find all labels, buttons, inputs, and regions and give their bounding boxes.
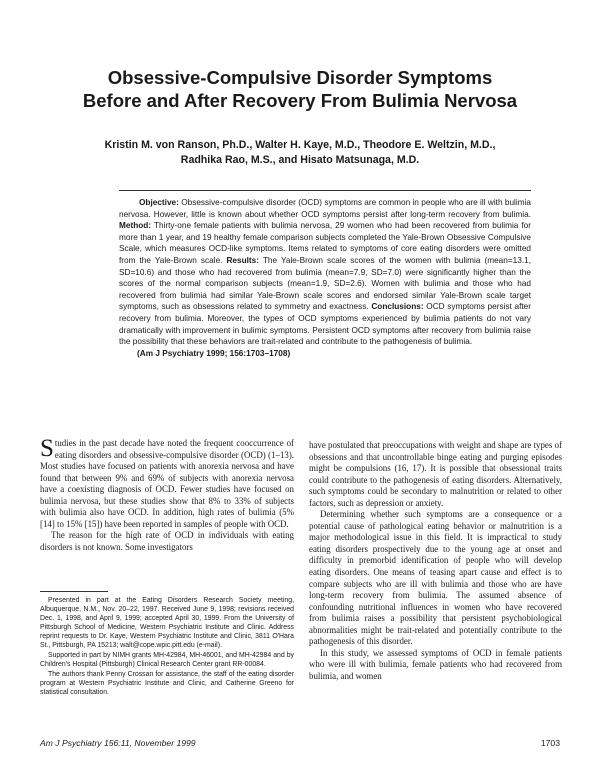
title-line-2: Before and After Recovery From Bulimia Nervosa [82,90,518,111]
method-text: Thirty-one female patients with bulimia nervosa, 29 women who had been recovered from bulimia for more than 1 year, and 19 healthy female comparison subjects completed the Yale-Brown Obsessive Compulsive Scale, which measures OCD-like symptoms. Items related to symptoms of core eating disorders were omitted from the Yale-Brown scale. [119,221,531,265]
right-paragraph-2: Determining whether such symptoms are a consequence or a potential cause of pathological eating behavior or malnutrition is a major methodological issue in this field. It is impractical to study eating disorders prospectively due to the young age at onset and difficulty in premorbid identification of people who will develop eating disorders. One means of teasing apart cause and effect is to compare subjects who are ill with bulimia and those who are have long-term recovery from bulimia. The assumed absence of confounding nutritional influences in women who have recovered from bulimia raises a possibility that persistent psychobiological abnormalities might be trait-related and potentially contribute to the pathogenesis of this disorder. [309,509,562,647]
body-column-left [40,435,294,553]
footnote-presented: Presented in part at the Eating Disorders Research Society meeting, Albuquerque, N.M., Nov. 20–22, 1997. Received June 9, 1998; revisions received Dec. 1, 1998, and April 9, 1999; accepted April 30, 1999. From the University of Pittsburgh School of Medicine, Western Psychiatric Institute and Clinic. Address reprint requests to Dr. Kaye, Western Psychiatric Institute and Clinic, 3811 O'Hara St., Pittsburgh, PA 15213; walt@cope.wpic.pitt.edu (e-mail). [40,597,294,649]
abstract-text [119,197,531,348]
body-paragraph [40,435,294,530]
left-paragraph-2: The reason for the high rate of OCD in individuals with eating disorders is not known. Some investigators [40,530,294,552]
footer-journal-info: Am J Psychiatry 156:11, November 1999 [40,738,196,748]
abstract-citation: (Am J Psychiatry 1999; 156:1703–1708) [137,348,291,358]
objective-text: Obsessive-compulsive disorder (OCD) symptoms are common in people who are ill with bulimia nervosa. However, little is known about whether OCD symptoms persist after long-term recovery from bulimia. [119,198,531,219]
authors-line-2: Radhika Rao, M.S., and Hisato Matsunaga, M.D. [180,153,420,166]
left-paragraph-1: tudies in the past decade have noted the frequent cooccurrence of eating disorders and obsessive-compulsive disorder (OCD) (1–13). Most studies have focused on patients with anorexia nervosa and have found that between 9% and 69% of subjects with anorexia nervosa have a coexisting diagnosis of OCD. Fewer studies have focused on bulimia nervosa, but these studies show that 8% to 33% of subjects with bulimia also have OCD. In addition, high rates of bulimia (5% [14] to 15% [15]) have been reported in samples of people with OCD. [40,438,294,529]
body-column-right [309,440,562,682]
article-title [40,66,560,112]
author-list [40,138,560,167]
footnote-support: Supported in part by NIMH grants MH-42984, MH-46001, and MH-42984 and by Children's Hospital (Pittsburgh) Clinical Research Center grant RR-00084. [40,652,294,668]
title-line-1: Obsessive-Compulsive Disorder Symptoms [107,67,493,88]
page-number: 1703 [540,738,560,748]
results-text: The Yale-Brown scale scores of the women with bulimia (mean=13.1, SD=10.6) and those who had recovered from bulimia (mean=7.9, SD=7.0) were significantly higher than the scores of the normal comparison subjects (mean=1.9, SD=2.6). Women with bulimia and those who had recovered from bulimia had similar Yale-Brown scale scores and endorsed similar Yale-Brown scale target symptoms, such as obsessions related to symmetry and exactness. [119,255,531,312]
drop-cap: S [40,435,54,462]
authors-line-1: Kristin M. von Ranson, Ph.D., Walter H. Kaye, M.D., Theodore E. Weltzin, M.D., [104,139,496,151]
footnote-acknowledgments: The authors thank Penny Crossan for assistance, the staff of the eating disorder program at Western Psychiatric Institute and Clinic, and Catherine Greeno for statistical consultation. [40,671,294,696]
method-label: Method: [119,221,152,231]
right-paragraph-1: have postulated that preoccupations with weight and shape are types of obsessions and that uncontrollable binge eating and purging episodes might be compulsions (16, 17). It is possible that obsessional traits could contribute to the pathogenesis of eating disorders. Alternatively, such symptoms could be secondary to malnutrition or related to other factors, such as depression or anxiety. [309,440,562,508]
conclusions-label: Conclusions: [371,302,424,312]
objective-label: Objective: [139,198,179,207]
abstract [119,190,531,359]
right-paragraph-3: In this study, we assessed symptoms of OCD in female patients who were ill with bulimia, female patients who had recovered from bulimia, and women [309,647,562,681]
conclusions-text: OCD symptoms persist after recovery from bulimia. Moreover, the types of OCD symptoms experienced by bulimia patients do not vary dramatically with improvement in bulimic symptoms. Persistent OCD symptoms after recovery from bulimia raise the possibility that these behaviors are trait-related and contribute to the pathogenesis of bulimia. [119,302,531,347]
footnotes [40,591,294,698]
footnote-divider [40,591,108,592]
results-label: Results: [226,255,260,265]
